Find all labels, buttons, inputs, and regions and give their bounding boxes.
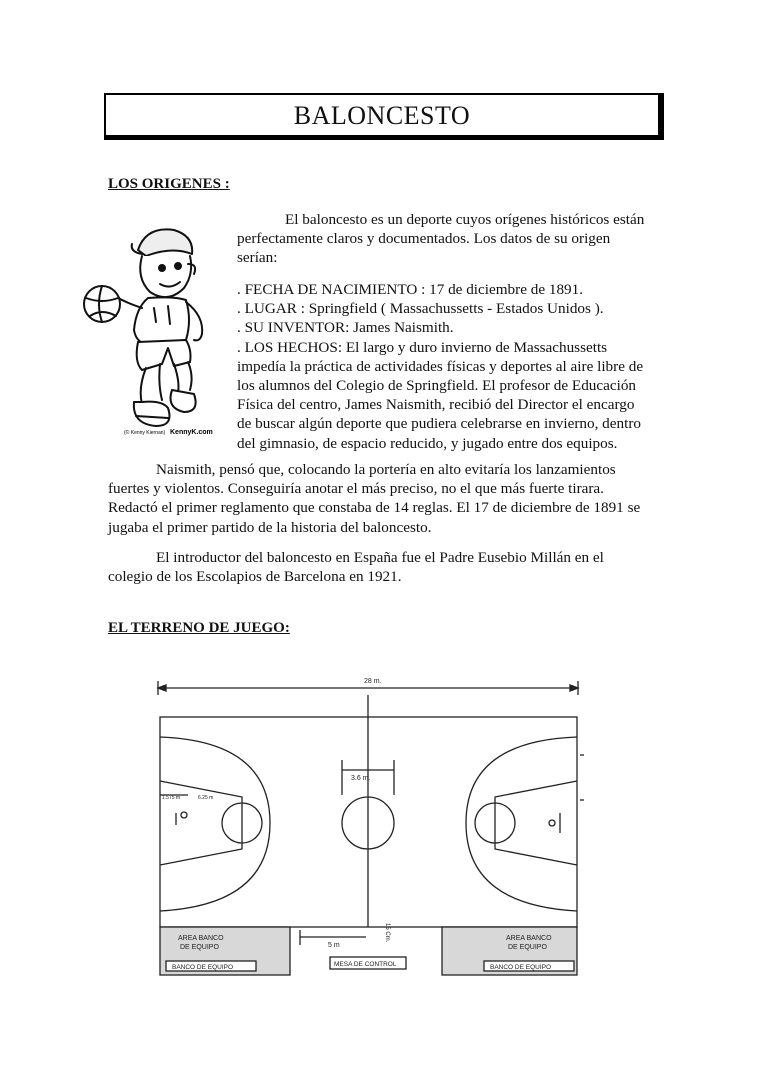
hechos-line: Física del centro, James Naismith, recibió del Director el encargo — [237, 396, 635, 414]
naismith-paragraph — [108, 460, 668, 537]
width-label: 15 Cm. — [384, 923, 390, 943]
right-bench-area-label-2: DE EQUIPO — [508, 944, 547, 951]
center-circle-label: 3.6 m. — [351, 775, 371, 782]
bench-zone-label: 5 m — [328, 942, 340, 949]
spain-line: colegio de los Escolapios de Barcelona en 1921. — [108, 568, 402, 586]
hechos-line: de buscar algún deporte que pudiera celebrarse en invierno, dentro — [237, 415, 641, 433]
left-bench-area-label-2: DE EQUIPO — [180, 944, 219, 951]
left-bench-area-label-1: AREA BANCO — [178, 935, 224, 942]
spain-paragraph — [108, 548, 668, 586]
image-credit-brand: KennyK.com — [170, 429, 213, 436]
intro-line: perfectamente claros y documentados. Los datos de su origen — [237, 230, 611, 248]
spain-line: El introductor del baloncesto en España fue el Padre Eusebio Millán en el — [156, 549, 604, 566]
intro-line: serían: — [237, 249, 278, 267]
court-diagram — [140, 655, 598, 990]
fact-lugar: . LUGAR : Springfield ( Massachussetts - Estados Unidos ). — [237, 300, 604, 318]
court-heading: EL TERRENO DE JUEGO: — [108, 620, 290, 636]
naismith-line: Naismith, pensó que, colocando la portería en alto evitaría los lanzamientos — [156, 461, 616, 478]
origins-facts — [237, 280, 667, 453]
right-bench-area-label-1: AREA BANCO — [506, 935, 552, 942]
right-key — [495, 781, 577, 865]
left-small-label: 1.575 m — [162, 795, 181, 801]
left-bench-label: BANCO DE EQUIPO — [172, 964, 234, 971]
intro-line: El baloncesto es un deporte cuyos orígenes históricos están — [285, 211, 645, 228]
fact-fecha: . FECHA DE NACIMIENTO : 17 de diciembre de 1891. — [237, 281, 584, 298]
hechos-line: . LOS HECHOS: El largo y duro invierno de Massachussetts — [237, 338, 608, 356]
naismith-line: jugaba el primer partido de la historia del baloncesto. — [108, 518, 432, 536]
origins-heading: LOS ORIGENES : — [108, 176, 230, 192]
length-label: 28 m. — [364, 678, 382, 685]
fact-inventor: . SU INVENTOR: James Naismith. — [237, 319, 454, 337]
left-key-label: 6.25 m — [198, 795, 214, 801]
image-credit: (© Kenny Kiernan) — [124, 430, 166, 436]
right-bench-label: BANCO DE EQUIPO — [490, 964, 552, 971]
hechos-line: del gimnasio, de espacio reducido, y jugado entre dos equipos. — [237, 434, 618, 452]
control-table-label: MESA DE CONTROL — [334, 961, 397, 968]
page-title: BALONCESTO — [293, 101, 471, 130]
left-key — [160, 781, 242, 865]
naismith-line: fuertes y violentos. Conseguiría anotar el más preciso, no el que más fuerte tirara. — [108, 480, 604, 498]
basketball-player-illustration — [76, 212, 236, 438]
naismith-line: Redactó el primer reglamento que constaba de 14 reglas. El 17 de diciembre de 1891 se — [108, 499, 641, 517]
hechos-line: los alumnos del Colegio de Springfield. El profesor de Educación — [237, 377, 637, 395]
hechos-line: impedía la práctica de actividades físicas y deportes al aire libre de — [237, 357, 644, 375]
title-box — [104, 93, 664, 140]
origins-intro — [237, 210, 667, 268]
